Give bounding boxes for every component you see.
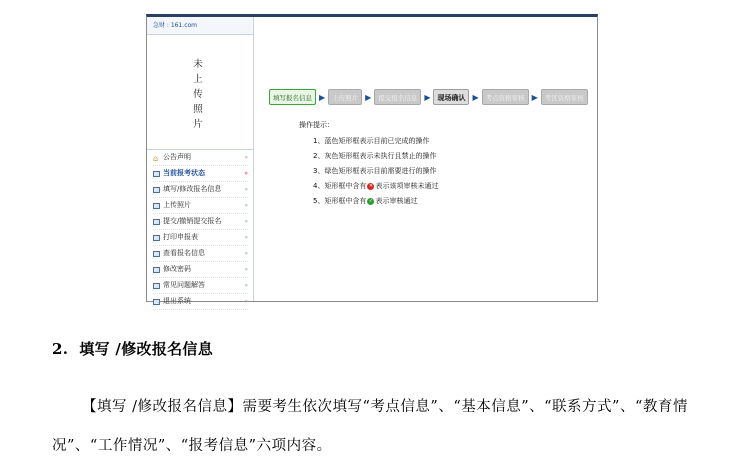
- instruction-item: [313, 194, 438, 209]
- progress-step[interactable]: 上传照片: [328, 89, 362, 105]
- instruction-item: [313, 149, 438, 164]
- sidebar-menu-label: 上传照片: [163, 201, 191, 209]
- window-icon: [153, 251, 160, 257]
- sidebar-menu-item[interactable]: [153, 214, 248, 230]
- progress-step[interactable]: 考区资格审核: [541, 89, 588, 105]
- sidebar-menu-label: 填写/修改报名信息: [163, 185, 222, 193]
- window-icon: [153, 283, 160, 289]
- sidebar-menu-item[interactable]: [153, 150, 248, 166]
- sidebar: [147, 17, 254, 305]
- document-icon: [153, 235, 160, 241]
- sidebar-menu-item[interactable]: [153, 294, 248, 310]
- site-logo: 急财 : 161.com: [147, 17, 253, 35]
- instruction-text: 绿色矩形框表示目前需要进行的操作: [324, 167, 437, 175]
- chevron-right-icon: »: [244, 202, 248, 209]
- arrow-right-icon: ▶: [365, 92, 372, 102]
- instruction-text: 蓝色矩形框表示目前已完成的操作: [324, 137, 430, 145]
- instructions-list: [299, 134, 438, 209]
- sidebar-menu-item[interactable]: [153, 230, 248, 246]
- main-panel: [254, 17, 597, 301]
- chevron-right-icon: »: [244, 266, 248, 273]
- instruction-item: [313, 179, 438, 194]
- sidebar-menu: [153, 150, 248, 310]
- sidebar-menu-label: 公告声明: [163, 153, 191, 161]
- chevron-right-icon: »: [244, 186, 248, 193]
- instruction-item: [313, 164, 438, 179]
- progress-steps: [269, 89, 588, 105]
- embedded-screenshot: [146, 14, 598, 305]
- instructions: [299, 120, 438, 209]
- instruction-number: 2、: [313, 152, 325, 160]
- instruction-text: 灰色矩形框表示未执行且禁止的操作: [324, 152, 437, 160]
- window-icon: [153, 171, 160, 177]
- chevron-right-icon: »: [244, 170, 248, 177]
- instruction-item: [313, 134, 438, 149]
- progress-step[interactable]: 提交报名信息: [374, 89, 421, 105]
- window-icon: [153, 267, 160, 273]
- instruction-text: 矩形框中含有: [324, 182, 367, 190]
- chevron-right-icon: »: [244, 282, 248, 289]
- instruction-number: 3、: [313, 167, 325, 175]
- green-check-icon: ✓: [368, 198, 374, 204]
- instruction-number: 1、: [313, 137, 325, 145]
- sidebar-menu-label: 常见问题解答: [163, 281, 205, 289]
- chevron-right-icon: »: [244, 250, 248, 257]
- sidebar-menu-item[interactable]: [153, 246, 248, 262]
- chevron-right-icon: »: [244, 298, 248, 305]
- section-title: 填写 /修改报名信息: [79, 340, 214, 358]
- chevron-right-icon: »: [244, 218, 248, 225]
- arrow-right-icon: ▶: [531, 92, 538, 102]
- sidebar-menu-item[interactable]: [153, 166, 248, 182]
- progress-step[interactable]: 现场确认: [433, 89, 469, 105]
- red-x-icon: ✕: [368, 183, 374, 189]
- instructions-title: 操作提示：: [299, 121, 334, 129]
- arrow-right-icon: ▶: [424, 92, 431, 102]
- sidebar-menu-item[interactable]: [153, 182, 248, 198]
- section-heading: [52, 338, 213, 359]
- sidebar-menu-item[interactable]: [153, 278, 248, 294]
- photo-placeholder: [147, 35, 253, 150]
- sidebar-menu-label: 提交/撤销提交报名: [163, 217, 222, 225]
- document-icon: [153, 219, 160, 225]
- instruction-number: 4、: [313, 182, 325, 190]
- body-paragraph: 【填写 /修改报名信息】需要考生依次填写“考点信息”、“基本信息”、“联系方式”、“教育情况”、“工作情况”、“报考信息”六项内容。: [52, 399, 688, 454]
- progress-step[interactable]: 填写报名信息: [269, 89, 316, 105]
- sidebar-menu-item[interactable]: [153, 262, 248, 278]
- window-icon: [153, 299, 160, 305]
- chevron-right-icon: »: [244, 234, 248, 241]
- photo-placeholder-text: 未上传照片: [193, 59, 203, 130]
- arrow-right-icon: ▶: [472, 92, 479, 102]
- progress-step[interactable]: 考点资格审核: [482, 89, 529, 105]
- instruction-number: 5、: [313, 197, 325, 205]
- section-number: 2.: [52, 340, 69, 358]
- instruction-text: 矩形框中含有: [324, 197, 367, 205]
- window-icon: [153, 203, 160, 209]
- sidebar-menu-label: 修改密码: [163, 265, 191, 273]
- instruction-text: 表示审核通过: [375, 197, 418, 205]
- chevron-right-icon: »: [244, 154, 248, 161]
- sidebar-menu-label: 退出系统: [163, 297, 191, 305]
- sidebar-menu-label: 当前报考状态: [163, 169, 205, 177]
- sidebar-menu-item[interactable]: [153, 198, 248, 214]
- sidebar-menu-label: 打印申报表: [163, 233, 198, 241]
- house-icon: ⌂: [153, 153, 159, 163]
- arrow-right-icon: ▶: [319, 92, 326, 102]
- instruction-text: 表示该项审核未通过: [375, 182, 439, 190]
- sidebar-menu-label: 查看报名信息: [163, 249, 205, 257]
- window-icon: [153, 187, 160, 193]
